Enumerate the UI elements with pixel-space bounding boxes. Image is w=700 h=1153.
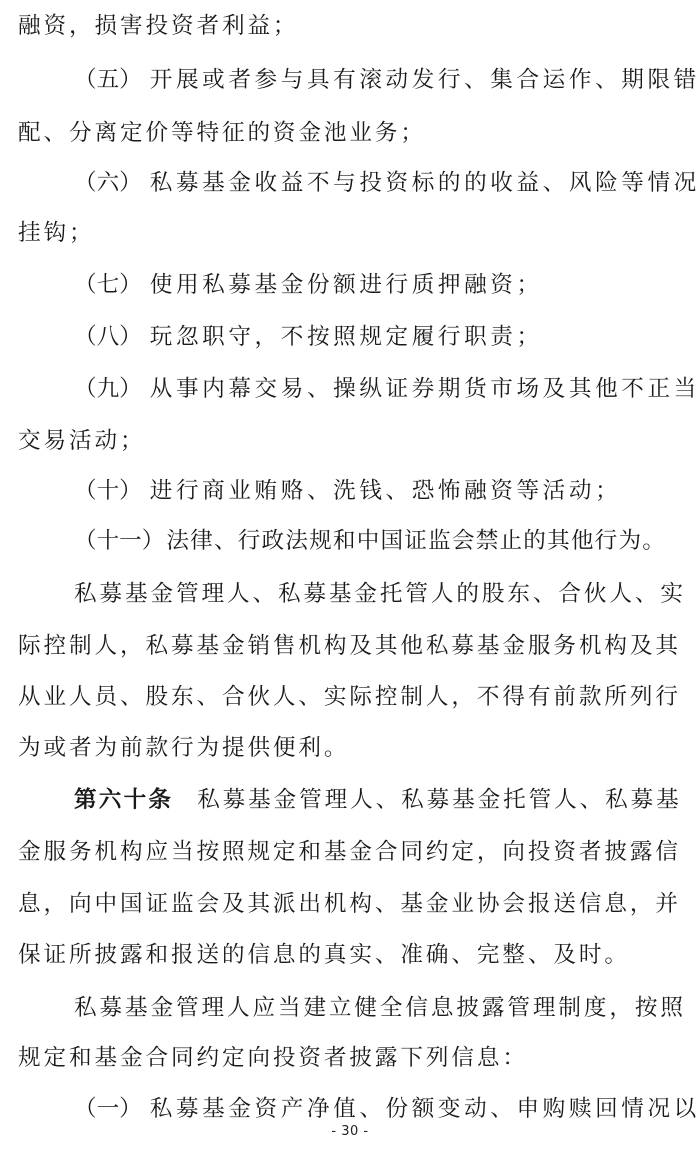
item-number: （七） xyxy=(74,272,142,298)
paragraph-line: 保证所披露和报送的信息的真实、准确、完整、及时。 xyxy=(18,942,630,968)
item-text: 进行商业贿赂、洗钱、恐怖融资等活动； xyxy=(149,478,622,504)
paragraph-line: 为或者为前款行为提供便利。 xyxy=(18,735,350,761)
text-line: 配、分离定价等特征的资金池业务； xyxy=(18,120,426,146)
list-item-9 xyxy=(74,376,700,402)
item-text: 从事内幕交易、操纵证券期货市场及其他不正当 xyxy=(149,376,700,402)
paragraph-line: 私募基金管理人、私募基金托管人的股东、合伙人、实 xyxy=(74,581,686,607)
item-text: 开展或者参与具有滚动发行、集合运作、期限错 xyxy=(149,67,700,93)
item-text: 私募基金收益不与投资标的的收益、风险等情况 xyxy=(149,170,700,196)
item-text: 使用私募基金份额进行质押融资； xyxy=(149,272,543,298)
page-number: - 30 - xyxy=(331,1124,369,1139)
list-item-11 xyxy=(74,530,682,553)
list-item-1 xyxy=(74,1096,700,1122)
item-text: 玩忽职守，不按照规定履行职责； xyxy=(149,324,543,350)
item-number: （十一） xyxy=(74,528,165,554)
list-item-6 xyxy=(74,170,700,196)
item-number: （六） xyxy=(74,170,142,196)
list-item-8 xyxy=(74,326,682,349)
article-title: 第六十条 xyxy=(74,787,174,813)
paragraph-line: 从业人员、股东、合伙人、实际控制人，不得有前款所列行 xyxy=(18,684,681,710)
paragraph-line: 私募基金管理人应当建立健全信息披露管理制度，按照 xyxy=(74,995,686,1021)
item-text: 私募基金资产净值、份额变动、申购赎回情况以 xyxy=(149,1096,700,1122)
article-60-first-line xyxy=(74,789,682,812)
article-text: 私募基金管理人、私募基金托管人、私募基 xyxy=(197,787,682,813)
item-number: （十） xyxy=(74,478,142,504)
paragraph-line: 金服务机构应当按照规定和基金合同约定，向投资者披露信 xyxy=(18,839,681,865)
item-number: （八） xyxy=(74,324,142,350)
list-item-7 xyxy=(74,274,682,297)
item-number: （五） xyxy=(74,67,142,93)
text-line: 挂钩； xyxy=(18,220,95,246)
text-line: 融资，损害投资者利益； xyxy=(18,13,299,39)
item-number: （一） xyxy=(74,1096,142,1122)
paragraph-line: 息，向中国证监会及其派出机构、基金业协会报送信息，并 xyxy=(18,891,681,917)
item-text: 法律、行政法规和中国证监会禁止的其他行为。 xyxy=(166,528,667,554)
item-number: （九） xyxy=(74,376,142,402)
paragraph-line: 际控制人，私募基金销售机构及其他私募基金服务机构及其 xyxy=(18,633,681,659)
list-item-10 xyxy=(74,480,682,503)
paragraph-line: 规定和基金合同约定向投资者披露下列信息： xyxy=(18,1045,528,1071)
text-line: 交易活动； xyxy=(18,428,146,454)
list-item-5 xyxy=(74,67,700,93)
